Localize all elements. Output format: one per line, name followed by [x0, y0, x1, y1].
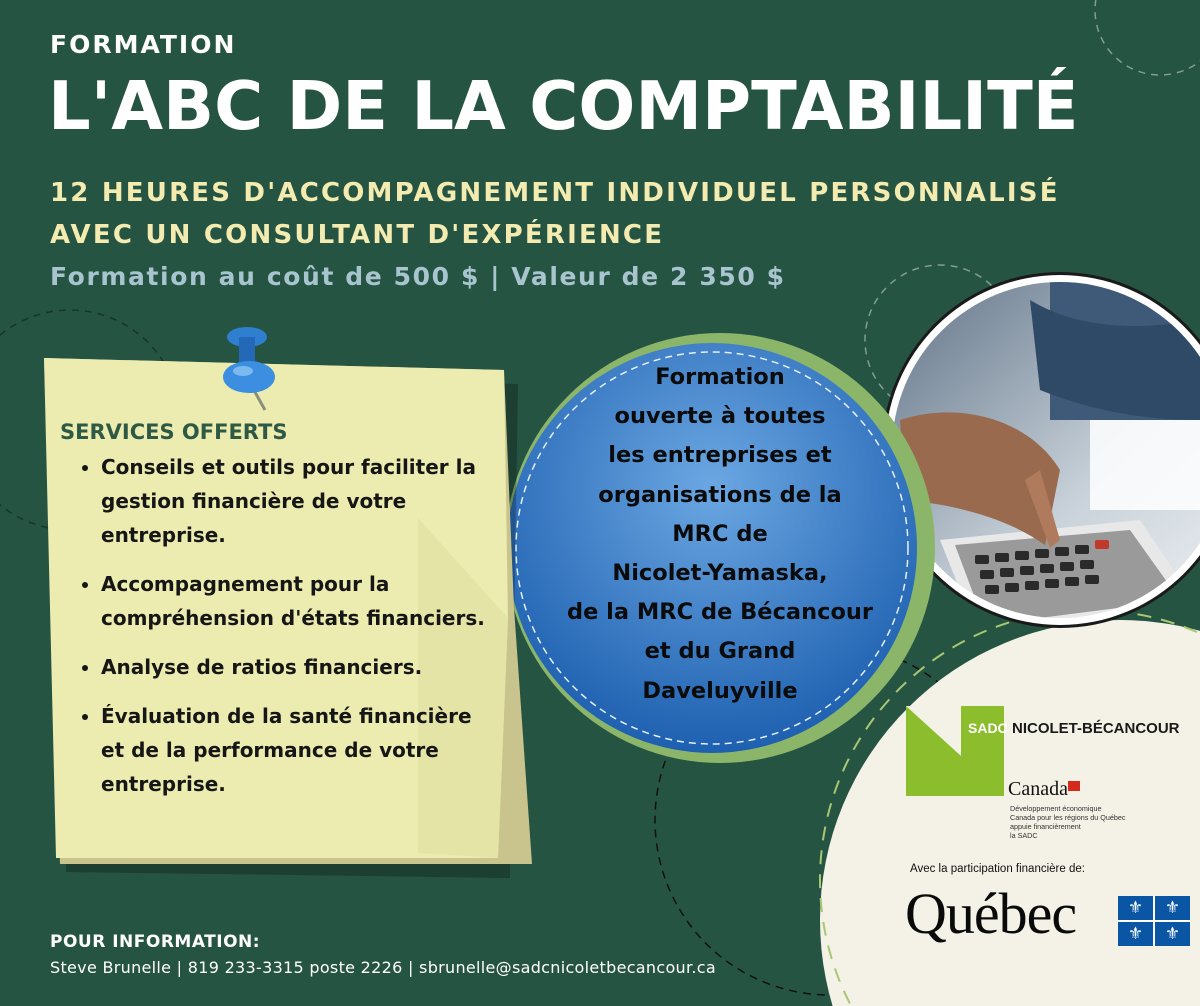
- fleur-de-lis-icon: ⚜: [1164, 924, 1181, 944]
- list-item: • Conseils et outils pour faciliter la gestion financière de votre entreprise.: [101, 450, 500, 552]
- services-title: SERVICES OFFERTS: [60, 420, 288, 444]
- dev-line: Canada pour les régions du Québec: [1010, 813, 1126, 822]
- bubble-line: Nicolet-Yamaska,: [612, 560, 828, 587]
- bubble-line: de la MRC de Bécancour: [566, 599, 874, 626]
- bubble-line: Formation: [655, 364, 785, 390]
- bubble-line: organisations de la: [598, 481, 842, 508]
- pushpin-icon: [205, 315, 295, 415]
- contact-label: POUR INFORMATION:: [50, 932, 261, 952]
- bubble-text: [530, 358, 910, 711]
- sadc-name: NICOLET-BÉCANCOUR: [1012, 720, 1180, 737]
- dev-econ-text: [1010, 804, 1150, 840]
- price-line: Formation au coût de 500 $ | Valeur de 2 350 $: [50, 262, 786, 291]
- subtitle-line-2: AVEC UN CONSULTANT D'EXPÉRIENCE: [50, 220, 665, 250]
- contact-line: Steve Brunelle | 819 233-3315 poste 2226 | sbrunelle@sadcnicoletbecancour.ca: [50, 958, 716, 977]
- sadc-label: SADC: [968, 720, 1008, 736]
- services-list: [60, 450, 500, 801]
- bubble-line: les entreprises et: [608, 442, 832, 469]
- canada-flag-icon: [1068, 781, 1080, 791]
- canada-wordmark: Canada: [1008, 778, 1068, 800]
- list-item: • Évaluation de la santé financière et de la performance de votre entreprise.: [101, 699, 500, 801]
- bubble-line: MRC de: [672, 520, 768, 547]
- services-section: [60, 420, 500, 816]
- bubble-line: Daveluyville: [642, 677, 798, 704]
- bubble-line: ouverte à toutes: [614, 403, 826, 430]
- subtitle: [50, 172, 1060, 256]
- dashed-circle: [1095, 0, 1200, 75]
- page-title: L'ABC DE LA COMPTABILITÉ: [48, 67, 1079, 145]
- subtitle-line-1: 12 HEURES D'ACCOMPAGNEMENT INDIVIDUEL PERSONNALISÉ: [50, 178, 1060, 208]
- bubble-line: et du Grand: [644, 638, 796, 665]
- kicker-label: FORMATION: [50, 30, 237, 59]
- dev-line: Développement économique: [1010, 804, 1102, 813]
- fleur-de-lis-icon: ⚜: [1164, 898, 1181, 918]
- fleur-de-lis-icon: ⚜: [1127, 898, 1144, 918]
- dev-line: la SADC: [1010, 831, 1038, 840]
- list-item: • Analyse de ratios financiers.: [101, 650, 500, 684]
- list-item: • Accompagnement pour la compréhension d'états financiers.: [101, 567, 500, 635]
- dev-line: appuie financièrement: [1010, 822, 1081, 831]
- quebec-flag-icon: [1118, 896, 1190, 946]
- quebec-wordmark: Québec: [905, 881, 1077, 946]
- fleur-de-lis-icon: ⚜: [1127, 924, 1144, 944]
- participation-text: Avec la participation financière de:: [910, 863, 1085, 875]
